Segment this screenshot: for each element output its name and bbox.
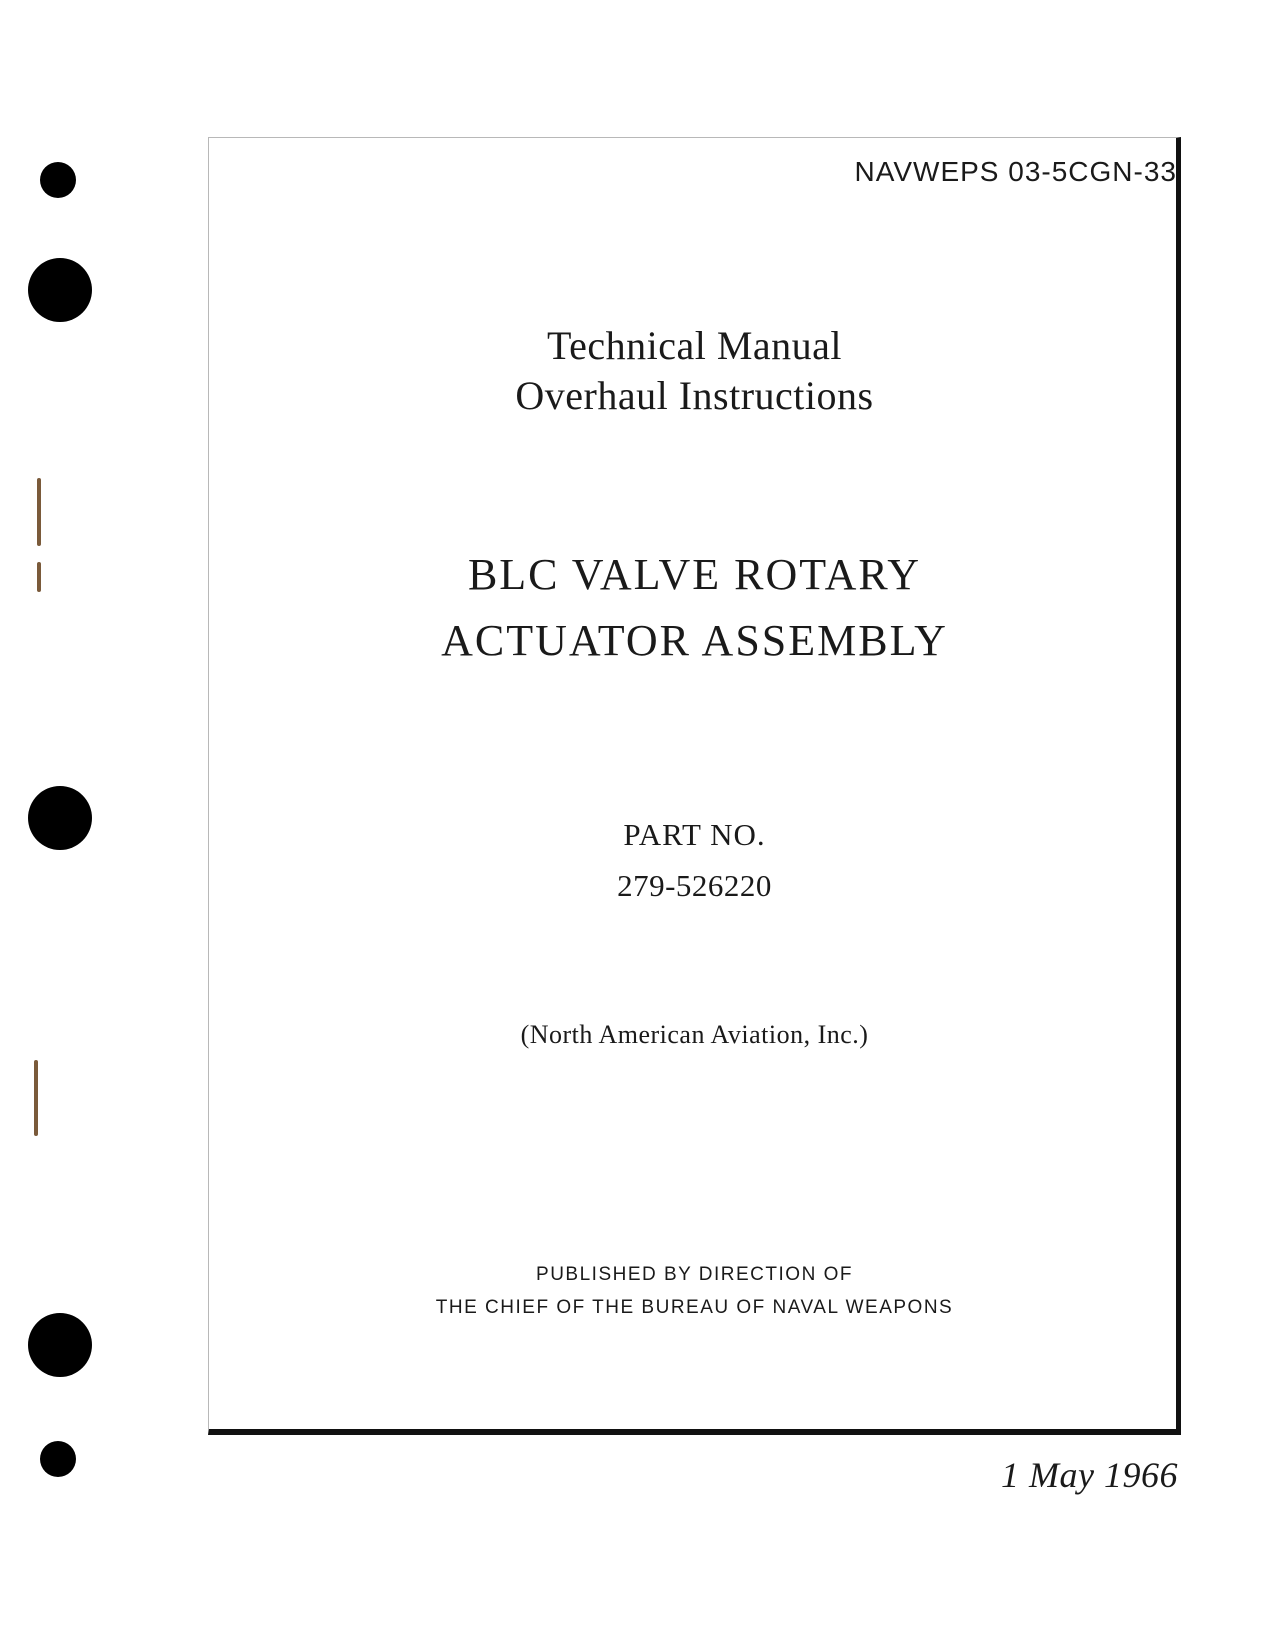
staple-mark [37,478,41,546]
document-title [208,542,1181,674]
publication-date: 1 May 1966 [1001,1455,1178,1495]
title-line-2: ACTUATOR ASSEMBLY [441,616,948,665]
staple-mark [37,562,41,592]
manual-type-line-2: Overhaul Instructions [515,373,874,418]
publisher-line-1: PUBLISHED BY DIRECTION OF [536,1264,853,1285]
publisher-line-2: THE CHIEF OF THE BUREAU OF NAVAL WEAPONS [435,1297,954,1318]
punch-hole [40,1441,76,1477]
title-line-1: BLC VALVE ROTARY [467,550,922,599]
manual-type-line-1: Technical Manual [546,323,843,368]
punch-hole [40,162,76,198]
manufacturer: (North American Aviation, Inc.) [520,1020,869,1049]
punch-hole [28,786,92,850]
part-number: 279-526220 [617,868,772,903]
punch-hole [28,258,92,322]
publisher-statement [208,1258,1181,1324]
staple-mark [34,1060,38,1136]
punch-hole [28,1313,92,1377]
document-number: NAVWEPS 03-5CGN-33 [854,156,1177,187]
manual-type [208,321,1181,421]
part-number-label: PART NO. [623,817,766,852]
